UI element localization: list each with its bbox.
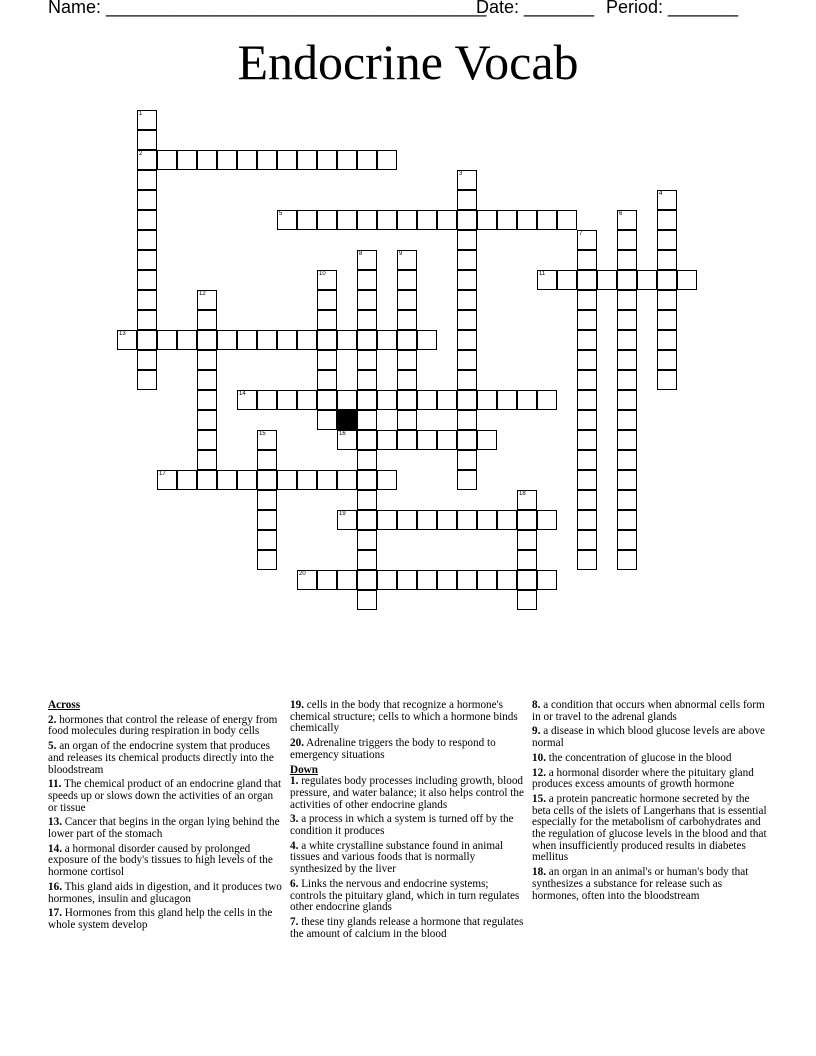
- grid-cell[interactable]: [657, 330, 677, 350]
- grid-cell[interactable]: [577, 270, 597, 290]
- grid-cell[interactable]: [537, 390, 557, 410]
- grid-cell[interactable]: [617, 530, 637, 550]
- grid-cell[interactable]: [197, 150, 217, 170]
- clue-across-16: 16. This gland aids in digestion, and it produces two hormones, insulin and glucagon: [48, 880, 282, 905]
- name-field[interactable]: Name: ______________________________________: [48, 0, 487, 17]
- grid-cell[interactable]: [337, 570, 357, 590]
- grid-cell[interactable]: [317, 150, 337, 170]
- cell-number: 20: [299, 571, 306, 577]
- grid-cell[interactable]: [197, 370, 217, 390]
- grid-cell[interactable]: [517, 590, 537, 610]
- grid-cell[interactable]: [377, 570, 397, 590]
- grid-cell[interactable]: [277, 470, 297, 490]
- cell-number: 3: [459, 171, 463, 177]
- grid-cell[interactable]: [377, 430, 397, 450]
- clue-down-9: 9. a disease in which blood glucose levels are above normal: [532, 725, 765, 750]
- grid-cell[interactable]: [477, 510, 497, 530]
- cell-number: 15: [259, 431, 266, 437]
- grid-cell[interactable]: [317, 270, 337, 290]
- date-field[interactable]: Date: _______: [476, 0, 595, 17]
- grid-cell[interactable]: [217, 470, 237, 490]
- grid-cell[interactable]: [357, 330, 377, 350]
- grid-cell[interactable]: [357, 290, 377, 310]
- grid-cell[interactable]: [237, 330, 257, 350]
- grid-cell[interactable]: [577, 350, 597, 370]
- grid-cell[interactable]: [397, 350, 417, 370]
- grid-cell[interactable]: [357, 530, 377, 550]
- grid-cell[interactable]: [277, 150, 297, 170]
- cell-number: 11: [539, 271, 546, 277]
- clue-down-7: 7. these tiny glands release a hormone that regulates the amount of calcium in the blood: [290, 915, 524, 940]
- grid-cell[interactable]: [657, 350, 677, 370]
- clue-down-10: 10. the concentration of glucose in the blood: [532, 751, 732, 764]
- grid-cell[interactable]: [197, 310, 217, 330]
- grid-cell[interactable]: [577, 250, 597, 270]
- clues-column-2: [290, 700, 526, 943]
- cell-number: 2: [139, 151, 143, 157]
- grid-cell[interactable]: [397, 270, 417, 290]
- grid-cell[interactable]: [437, 210, 457, 230]
- grid-cell[interactable]: [477, 390, 497, 410]
- grid-cell[interactable]: [397, 390, 417, 410]
- cell-number: 13: [119, 331, 126, 337]
- grid-cell[interactable]: [237, 150, 257, 170]
- clue-down-15: 15. a protein pancreatic hormone secreted by the beta cells of the islets of Langerhans that is essential especially for the metabolism of carbohydrates and the regulation of glucose levels in the blood and that when insufficiently produced results in diabetes mellitus: [532, 792, 767, 864]
- cell-number: 17: [159, 471, 166, 477]
- grid-cell[interactable]: [417, 510, 437, 530]
- grid-cell[interactable]: [397, 290, 417, 310]
- grid-cell[interactable]: [657, 270, 677, 290]
- grid-cell[interactable]: [577, 430, 597, 450]
- grid-cell[interactable]: [497, 510, 517, 530]
- clue-across-20: 20. Adrenaline triggers the body to respond to emergency situations: [290, 737, 496, 761]
- grid-cell[interactable]: [257, 530, 277, 550]
- grid-cell[interactable]: [617, 490, 637, 510]
- period-field[interactable]: Period: _______: [606, 0, 739, 17]
- grid-cell[interactable]: [577, 230, 597, 250]
- cell-number: 6: [619, 211, 623, 217]
- grid-cell[interactable]: [417, 430, 437, 450]
- grid-cell[interactable]: [377, 470, 397, 490]
- grid-cell[interactable]: [457, 390, 477, 410]
- grid-cell[interactable]: [197, 350, 217, 370]
- grid-cell[interactable]: [157, 470, 177, 490]
- grid-cell[interactable]: [237, 390, 257, 410]
- grid-cell[interactable]: [617, 390, 637, 410]
- grid-cell[interactable]: [497, 390, 517, 410]
- grid-cell[interactable]: [137, 230, 157, 250]
- grid-cell[interactable]: [397, 430, 417, 450]
- grid-cell[interactable]: [357, 430, 377, 450]
- grid-cell[interactable]: [257, 430, 277, 450]
- grid-cell[interactable]: [357, 590, 377, 610]
- grid-cell[interactable]: [257, 330, 277, 350]
- grid-cell[interactable]: [577, 510, 597, 530]
- grid-cell[interactable]: [177, 470, 197, 490]
- grid-cell[interactable]: [197, 430, 217, 450]
- grid-cell[interactable]: [317, 350, 337, 370]
- grid-cell[interactable]: [417, 330, 437, 350]
- grid-cell[interactable]: [297, 330, 317, 350]
- grid-cell[interactable]: [257, 510, 277, 530]
- grid-cell[interactable]: [677, 270, 697, 290]
- grid-cell[interactable]: [257, 470, 277, 490]
- grid-cell[interactable]: [317, 290, 337, 310]
- grid-cell[interactable]: [457, 370, 477, 390]
- grid-cell[interactable]: [457, 230, 477, 250]
- grid-cell[interactable]: [137, 350, 157, 370]
- grid-cell[interactable]: [597, 270, 617, 290]
- grid-cell[interactable]: [617, 510, 637, 530]
- grid-cell[interactable]: [377, 330, 397, 350]
- grid-cell[interactable]: [397, 330, 417, 350]
- grid-cell[interactable]: [297, 470, 317, 490]
- grid-cell[interactable]: [297, 210, 317, 230]
- grid-cell[interactable]: [157, 330, 177, 350]
- grid-cell[interactable]: [277, 390, 297, 410]
- clue-down-12: 12. a hormonal disorder where the pituitary gland produces excess amounts of growth hormone: [532, 766, 754, 791]
- grid-cell[interactable]: [577, 310, 597, 330]
- grid-cell[interactable]: [617, 370, 637, 390]
- grid-cell[interactable]: [337, 210, 357, 230]
- grid-cell[interactable]: [137, 370, 157, 390]
- grid-cell[interactable]: [357, 150, 377, 170]
- grid-cell[interactable]: [617, 290, 637, 310]
- grid-cell[interactable]: [517, 570, 537, 590]
- grid-cell[interactable]: [197, 470, 217, 490]
- grid-cell[interactable]: [437, 510, 457, 530]
- grid-cell[interactable]: [317, 570, 337, 590]
- grid-cell[interactable]: [137, 310, 157, 330]
- grid-cell[interactable]: [657, 310, 677, 330]
- grid-cell[interactable]: [457, 570, 477, 590]
- grid-cell[interactable]: [317, 370, 337, 390]
- cell-number: 19: [339, 511, 346, 517]
- grid-cell[interactable]: [657, 230, 677, 250]
- grid-cell[interactable]: [577, 550, 597, 570]
- grid-cell[interactable]: [617, 350, 637, 370]
- grid-cell[interactable]: [357, 270, 377, 290]
- grid-cell[interactable]: [457, 290, 477, 310]
- grid-cell[interactable]: [537, 510, 557, 530]
- across-heading: Across: [48, 699, 81, 711]
- cell-number: 14: [239, 391, 246, 397]
- grid-cell[interactable]: [637, 270, 657, 290]
- grid-cell[interactable]: [477, 430, 497, 450]
- grid-cell[interactable]: [397, 310, 417, 330]
- cell-number: 5: [279, 211, 283, 217]
- grid-cell[interactable]: [357, 490, 377, 510]
- grid-cell[interactable]: [357, 410, 377, 430]
- grid-cell[interactable]: [457, 510, 477, 530]
- cell-number: 7: [579, 231, 583, 237]
- grid-cell[interactable]: [437, 390, 457, 410]
- grid-cell[interactable]: [137, 330, 157, 350]
- grid-cell[interactable]: [337, 330, 357, 350]
- grid-cell[interactable]: [137, 110, 157, 130]
- grid-cell[interactable]: [457, 350, 477, 370]
- cell-number: 12: [199, 291, 206, 297]
- grid-cell[interactable]: [357, 350, 377, 370]
- grid-cell[interactable]: [617, 410, 637, 430]
- grid-cell[interactable]: [577, 530, 597, 550]
- grid-cell[interactable]: [237, 470, 257, 490]
- grid-cell[interactable]: [137, 210, 157, 230]
- clue-down-1: 1. regulates body processes including growth, blood pressure, and water balance; it also helps control the activities of other endocrine glands: [290, 775, 524, 811]
- clue-across-11: 11. The chemical product of an endocrine gland that speeds up or slows down the activities of an organ or tissue: [48, 778, 282, 814]
- grid-cell[interactable]: [317, 410, 337, 430]
- grid-cell[interactable]: [657, 210, 677, 230]
- grid-cell[interactable]: [257, 150, 277, 170]
- clue-down-6: 6. Links the nervous and endocrine systems; controls the pituitary gland, which in turn regulates other endocrine glands: [290, 877, 520, 914]
- grid-cell[interactable]: [657, 250, 677, 270]
- clue-across-14: 14. a hormonal disorder caused by prolonged exposure of the body's tissues to high levels of the hormone cortisol: [48, 842, 273, 879]
- grid-cell[interactable]: [137, 290, 157, 310]
- grid-cell[interactable]: [317, 210, 337, 230]
- grid-cell[interactable]: [577, 450, 597, 470]
- grid-cell[interactable]: [157, 150, 177, 170]
- grid-cell[interactable]: [377, 510, 397, 530]
- cell-number: 18: [519, 491, 526, 497]
- grid-cell[interactable]: [457, 330, 477, 350]
- grid-cell[interactable]: [617, 450, 637, 470]
- page-title: Endocrine Vocab: [237, 34, 579, 90]
- grid-cell[interactable]: [257, 450, 277, 470]
- grid-cell[interactable]: [617, 270, 637, 290]
- grid-cell[interactable]: [397, 250, 417, 270]
- grid-cell[interactable]: [357, 570, 377, 590]
- grid-cell[interactable]: [457, 310, 477, 330]
- grid-cell[interactable]: [397, 410, 417, 430]
- cell-number: 8: [359, 251, 363, 257]
- grid-cell[interactable]: [517, 210, 537, 230]
- grid-cell[interactable]: [577, 410, 597, 430]
- grid-cell[interactable]: [357, 550, 377, 570]
- down-heading: Down: [290, 763, 318, 776]
- grid-cell[interactable]: [517, 490, 537, 510]
- clue-across-17: 17. Hormones from this gland help the cells in the whole system develop: [48, 907, 273, 931]
- clue-down-8: 8. a condition that occurs when abnormal cells form in or travel to the adrenal glands: [532, 699, 765, 723]
- grid-cell[interactable]: [357, 210, 377, 230]
- grid-cell[interactable]: [457, 250, 477, 270]
- grid-cell[interactable]: [337, 510, 357, 530]
- clue-across-5: 5. an organ of the endocrine system that produces and releases its chemical products directly into the bloodstream: [48, 740, 274, 776]
- grid-cell[interactable]: [177, 150, 197, 170]
- grid-cell[interactable]: [437, 430, 457, 450]
- grid-cell[interactable]: [297, 390, 317, 410]
- cell-number: 1: [139, 111, 143, 117]
- grid-cell[interactable]: [317, 390, 337, 410]
- grid-cell[interactable]: [617, 210, 637, 230]
- grid-cell[interactable]: [217, 330, 237, 350]
- grid-cell[interactable]: [357, 450, 377, 470]
- grid-cell[interactable]: [317, 310, 337, 330]
- clues-column-3: [532, 700, 768, 905]
- grid-cell[interactable]: [457, 410, 477, 430]
- grid-cell[interactable]: [137, 190, 157, 210]
- grid-cell[interactable]: [337, 430, 357, 450]
- grid-cell[interactable]: [357, 470, 377, 490]
- cell-number: 16: [339, 431, 346, 437]
- grid-cell[interactable]: [257, 490, 277, 510]
- grid-cell[interactable]: [117, 330, 137, 350]
- grid-cell[interactable]: [657, 290, 677, 310]
- grid-cell[interactable]: [357, 250, 377, 270]
- grid-cell[interactable]: [577, 330, 597, 350]
- grid-cell[interactable]: [137, 150, 157, 170]
- grid-cell[interactable]: [517, 510, 537, 530]
- grid-cell[interactable]: [577, 370, 597, 390]
- grid-cell[interactable]: [397, 570, 417, 590]
- grid-cell[interactable]: [457, 190, 477, 210]
- grid-cell[interactable]: [617, 470, 637, 490]
- grid-cell[interactable]: [377, 210, 397, 230]
- grid-cell[interactable]: [537, 570, 557, 590]
- grid-cell[interactable]: [577, 490, 597, 510]
- grid-cell[interactable]: [617, 330, 637, 350]
- grid-cell[interactable]: [197, 330, 217, 350]
- grid-cell[interactable]: [337, 470, 357, 490]
- grid-cell[interactable]: [537, 210, 557, 230]
- grid-cell[interactable]: [277, 330, 297, 350]
- grid-cell[interactable]: [417, 390, 437, 410]
- grid-cell[interactable]: [357, 390, 377, 410]
- grid-cell[interactable]: [497, 210, 517, 230]
- grid-cell[interactable]: [137, 250, 157, 270]
- black-square: [337, 410, 357, 430]
- grid-cell[interactable]: [197, 450, 217, 470]
- grid-cell[interactable]: [457, 270, 477, 290]
- grid-cell[interactable]: [257, 550, 277, 570]
- grid-cell[interactable]: [657, 370, 677, 390]
- grid-cell[interactable]: [457, 210, 477, 230]
- grid-cell[interactable]: [417, 210, 437, 230]
- clue-down-3: 3. a process in which a system is turned off by the condition it produces: [290, 813, 514, 838]
- grid-cell[interactable]: [197, 410, 217, 430]
- grid-cell[interactable]: [617, 430, 637, 450]
- grid-cell[interactable]: [617, 250, 637, 270]
- grid-cell[interactable]: [357, 510, 377, 530]
- grid-cell[interactable]: [457, 450, 477, 470]
- grid-cell[interactable]: [297, 150, 317, 170]
- grid-cell[interactable]: [417, 570, 437, 590]
- grid-cell[interactable]: [497, 570, 517, 590]
- grid-cell[interactable]: [357, 370, 377, 390]
- grid-cell[interactable]: [257, 390, 277, 410]
- clue-down-4: 4. a white crystalline substance found in animal tissues and various foods that is normally synthesized by the liver: [290, 839, 504, 876]
- grid-cell[interactable]: [477, 570, 497, 590]
- grid-cell[interactable]: [137, 170, 157, 190]
- clue-down-18: 18. an organ in an animal's or human's body that synthesizes a substance for release such as hormones, often into the bloodstream: [532, 866, 749, 902]
- grid-cell[interactable]: [577, 390, 597, 410]
- clue-across-19: 19. cells in the body that recognize a hormone's chemical structure; cells to which a hormone binds chemically: [290, 699, 518, 735]
- grid-cell[interactable]: [337, 390, 357, 410]
- grid-cell[interactable]: [217, 150, 237, 170]
- grid-cell[interactable]: [577, 290, 597, 310]
- cell-number: 10: [319, 271, 326, 277]
- grid-cell[interactable]: [377, 390, 397, 410]
- grid-cell[interactable]: [537, 270, 557, 290]
- grid-cell[interactable]: [517, 550, 537, 570]
- grid-cell[interactable]: [457, 170, 477, 190]
- grid-cell[interactable]: [477, 210, 497, 230]
- grid-cell[interactable]: [457, 430, 477, 450]
- grid-cell[interactable]: [577, 470, 597, 490]
- grid-cell[interactable]: [197, 290, 217, 310]
- grid-cell[interactable]: [137, 130, 157, 150]
- grid-cell[interactable]: [377, 150, 397, 170]
- grid-cell[interactable]: [437, 570, 457, 590]
- grid-cell[interactable]: [177, 330, 197, 350]
- grid-cell[interactable]: [397, 510, 417, 530]
- grid-cell[interactable]: [397, 370, 417, 390]
- grid-cell[interactable]: [277, 210, 297, 230]
- grid-cell[interactable]: [617, 310, 637, 330]
- grid-cell[interactable]: [297, 570, 317, 590]
- grid-cell[interactable]: [617, 550, 637, 570]
- grid-cell[interactable]: [337, 150, 357, 170]
- grid-cell[interactable]: [517, 530, 537, 550]
- grid-cell[interactable]: [197, 390, 217, 410]
- cell-number: 9: [399, 251, 403, 257]
- clue-across-2: 2. hormones that control the release of energy from food molecules during respiration in body cells: [48, 713, 278, 738]
- grid-cell[interactable]: [317, 330, 337, 350]
- grid-cell[interactable]: [557, 210, 577, 230]
- grid-cell[interactable]: [317, 470, 337, 490]
- grid-cell[interactable]: [357, 310, 377, 330]
- clue-across-13: 13. Cancer that begins in the organ lying behind the lower part of the stomach: [48, 816, 280, 841]
- grid-cell[interactable]: [457, 470, 477, 490]
- grid-cell[interactable]: [557, 270, 577, 290]
- cell-number: 4: [659, 191, 663, 197]
- grid-cell[interactable]: [137, 270, 157, 290]
- grid-cell[interactable]: [657, 190, 677, 210]
- grid-cell[interactable]: [517, 390, 537, 410]
- grid-cell[interactable]: [617, 230, 637, 250]
- grid-cell[interactable]: [397, 210, 417, 230]
- clues-column-1: [48, 700, 284, 935]
